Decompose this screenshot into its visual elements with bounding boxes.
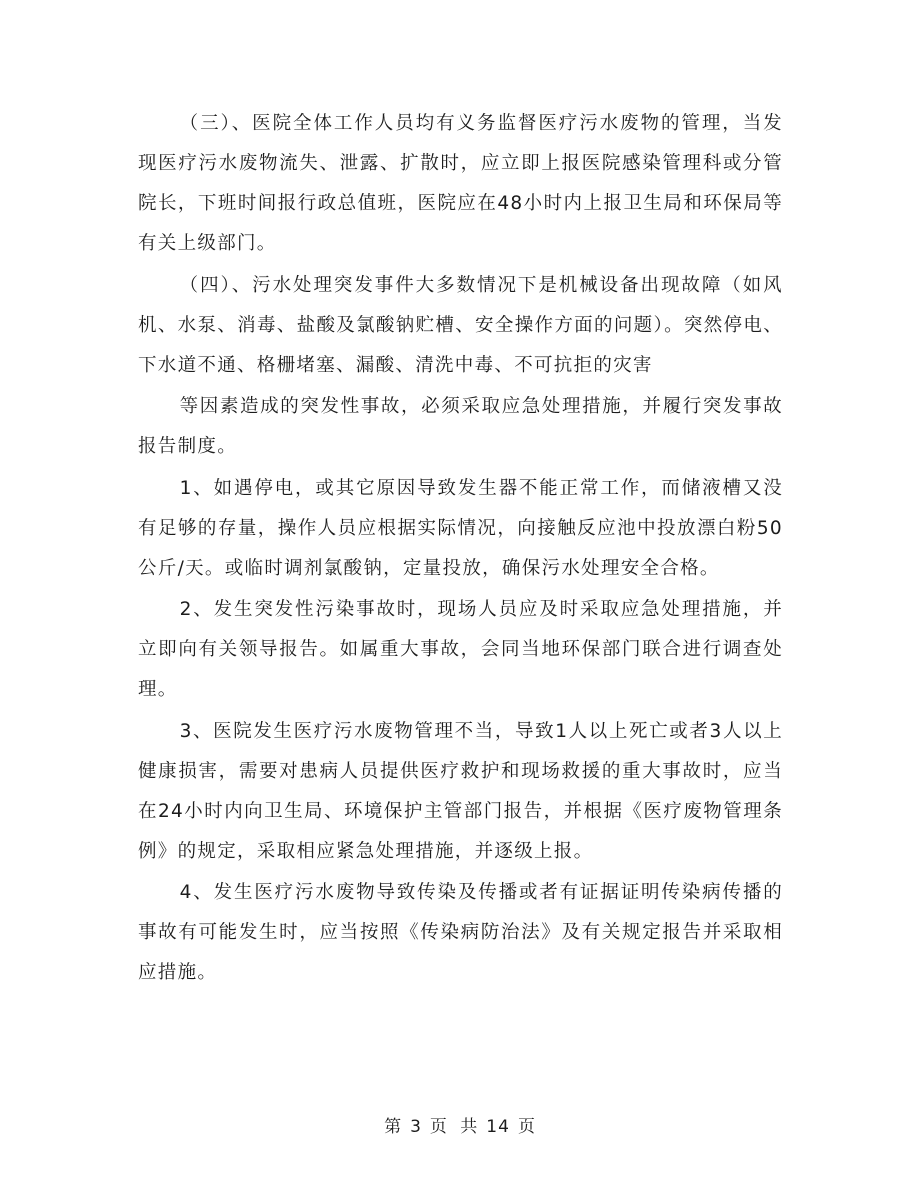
page-label-suffix: 页 xyxy=(517,1117,536,1137)
paragraph-item-3: 3、医院发生医疗污水废物管理不当，导致1人以上死亡或者3人以上健康损害，需要对患病人员提供医疗救护和现场救援的重大事故时，应当在24小时内向卫生局、环境保护主管部门报告，并根据《医疗废物管理条例》的规定，采取相应紧急处理措施，并逐级上报。 xyxy=(138,720,783,862)
paragraph-section-4: （四）、污水处理突发事件大多数情况下是机械设备出现故障（如风机、水泵、消毒、盐酸及氯酸钠贮槽、安全操作方面的问题）。突然停电、下水道不通、格栅堵塞、漏酸、清洗中毒、不可抗拒的灾害 xyxy=(138,274,783,376)
current-page-number: 3 xyxy=(410,1117,422,1137)
total-pages-number: 14 xyxy=(486,1117,510,1137)
page-footer xyxy=(0,1112,920,1137)
paragraph-item-2: 2、发生突发性污染事故时，现场人员应及时采取应急处理措施，并立即向有关领导报告。如属重大事故，会同当地环保部门联合进行调查处理。 xyxy=(138,599,783,700)
paragraph-item-4: 4、发生医疗污水废物导致传染及传播或者有证据证明传染病传播的事故有可能发生时，应当按照《传染病防治法》及有关规定报告并采取相应措施。 xyxy=(138,882,783,983)
page-label-prefix: 第 xyxy=(384,1117,403,1137)
paragraph-continuation: 等因素造成的突发性事故，必须采取应急处理措施，并履行突发事故报告制度。 xyxy=(138,396,783,457)
document-body xyxy=(138,104,783,995)
paragraph-section-3: （三）、医院全体工作人员均有义务监督医疗污水废物的管理，当发现医疗污水废物流失、泄露、扩散时，应立即上报医院感染管理科或分管院长，下班时间报行政总值班，医院应在48小时内上报卫生局和环保局等有关上级部门。 xyxy=(138,113,783,254)
page-label-mid: 页 共 xyxy=(429,1117,479,1137)
paragraph-item-1: 1、如遇停电，或其它原因导致发生器不能正常工作，而储液槽又没有足够的存量，操作人员应根据实际情况，向接触反应池中投放漂白粉50公斤/天。或临时调剂氯酸钠，定量投放，确保污水处理安全合格。 xyxy=(138,477,783,579)
